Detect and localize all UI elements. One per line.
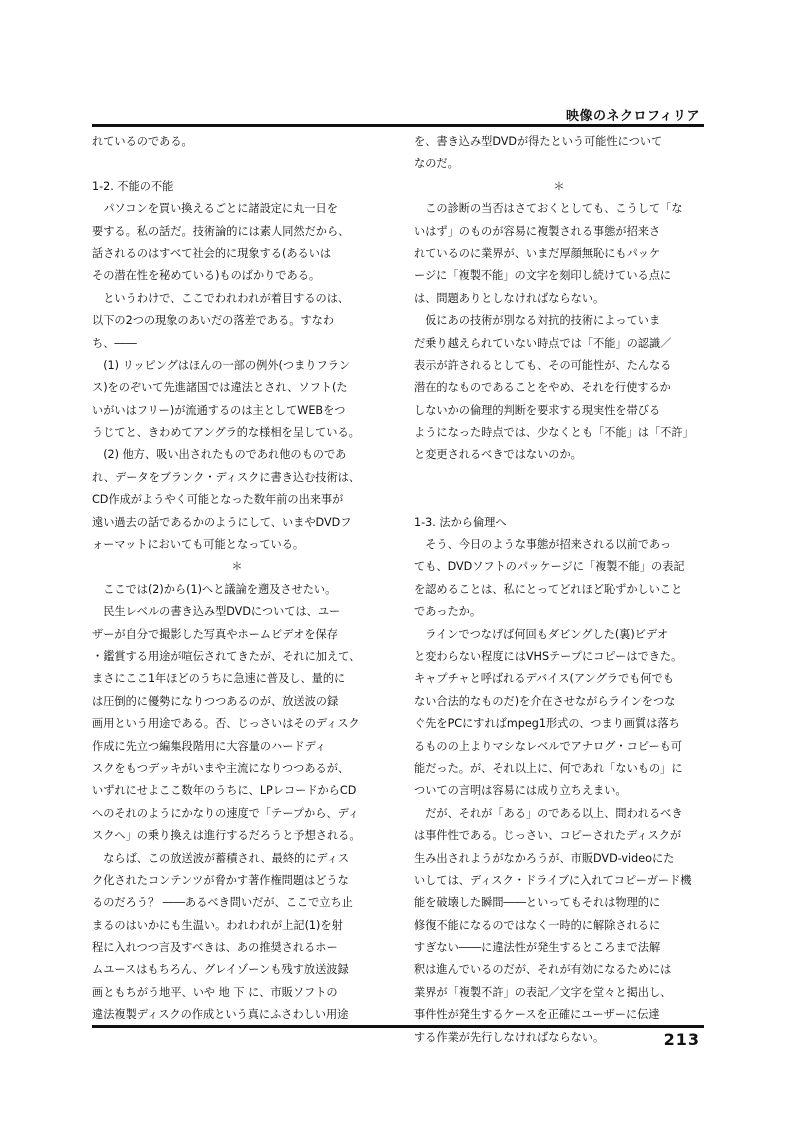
text-line: ついての言明は容易には成り立ちえまい。 [414, 784, 627, 798]
text-line: であったか。 [414, 605, 482, 619]
text-line: そう、今日のような事態が招来される以前であっ [414, 538, 672, 552]
text-line: しないかの倫理的判断を要求する現実性を帯びる [414, 403, 661, 417]
text-line: ス)をのぞいて先進諸国では違法とされ、ソフト(た [92, 381, 348, 395]
footer-rule [92, 1025, 704, 1028]
text-line: 能だった。が、それ以上に、何であれ「ないもの」に [414, 761, 683, 775]
text-line: すぎない――に違法性が発生するところまで法解 [414, 941, 661, 955]
text-line: ようになった時点では、少なくとも「不能」は「不許」 [414, 426, 694, 440]
text-line: 修復不能になるのではなく一時的に解除されるに [414, 918, 661, 932]
text-line: いしては、ディスク・ドライブに入れてコピーガード機 [414, 873, 692, 887]
header-rule [92, 124, 704, 127]
text-line: CD作成がようやく可能となった数年前の出来事が [92, 493, 344, 507]
text-line: パソコンを買い換えるごとに諸設定に丸一日を [92, 202, 338, 216]
text-line: を、書き込み型DVDが得たという可能性について [414, 135, 663, 148]
text-line: ても、DVDソフトのパッケージに「複製不能」の表記 [414, 560, 685, 574]
text-line: いはず」のものが容易に複製される事態が招来さ [414, 224, 661, 238]
text-line: 生み出されようがなかろうが、市販DVD-videoにた [414, 851, 675, 865]
text-line [414, 467, 704, 489]
text-line: 画ともちがう地平、いや 地 下 に、市販ソフトの [92, 985, 338, 999]
text-line: その潜在性を秘めている)ものばかりである。 [92, 269, 321, 283]
text-line: いがいはフリー)が流通するのは主としてWEBをつ [92, 403, 346, 417]
text-line: 違法複製ディスクの作成という真にふさわしい用途 [92, 1008, 349, 1022]
text-line: は圧倒的に優勢になりつつあるのが、放送波の録 [92, 694, 339, 708]
text-line [414, 489, 704, 511]
text-line: 事件性が発生するケースを正確にユーザーに伝達 [414, 1008, 660, 1022]
text-line: 民生レベルの書き込み型DVDについては、ユー [92, 605, 341, 619]
text-line: ならば、この放送波が蓄積され、最終的にディス [92, 851, 350, 865]
text-line: だが、それが「ある」のである以上、問われるべき [414, 806, 683, 820]
text-line: 潜在的なものであることをやめ、それを行使するか [414, 381, 671, 395]
text-line: ＊ [231, 560, 243, 574]
text-line: まさにここ1年ほどのうちに急速に普及し、量的に [92, 672, 346, 686]
text-line: ぐ先をPCにすればmpeg1形式の、つまり画質は落ち [414, 717, 680, 731]
text-line: 以下の2つの現象のあいだの落差である。すなわ [92, 314, 335, 328]
text-line: ラインでつなげば何回もダビングした(裏)ビデオ [414, 627, 669, 641]
text-line: ザーが自分で撮影した写真やホームビデオを保存 [92, 627, 338, 641]
text-line: と変更されるべきではないのか。 [414, 448, 582, 462]
text-line: 仮にあの技術が別なる対抗的技術によっていま [414, 314, 661, 328]
text-line: 作成に先立つ編集段階用に大容量のハードディ [92, 739, 327, 753]
text-line: うじてと、きわめてアングラ的な様相を呈している。 [92, 426, 360, 440]
text-line: なのだ。 [414, 157, 459, 171]
text-line: を認めることは、私にとってどれほど恥ずかしいこと [414, 582, 683, 596]
text-line: 業界が「複製不許」の表記／文字を堂々と掲出し、 [414, 985, 672, 999]
text-line: だ乗り越えられていない時点では「不能」の認識／ [414, 336, 672, 350]
text-line: スクへ」の乗り換えは進行するだろうと予想される。 [92, 829, 361, 843]
text-line: 話されるのはすべて社会的に現象する(あるいは [92, 246, 332, 260]
text-line: ク化されたコンテンツが脅かす著作権問題はどうな [92, 873, 349, 887]
text-line: れているのに業界が、いまだ厚顔無恥にもパッケ [414, 246, 661, 260]
right-text-column [414, 131, 704, 1049]
text-line: 能を破壊した瞬間――といってもそれは物理的に [414, 896, 661, 910]
text-line: と変わらない程度にはVHSテープにコピーはできた。 [414, 649, 683, 663]
text-line [92, 153, 382, 175]
text-line: いずれにせよここ数年のうちに、LPレコードからCD [92, 784, 357, 798]
left-text-column [92, 131, 382, 1027]
running-header-title: 映像のネクロフィリア [566, 109, 700, 124]
text-line: (2) 他方、吸い出されたものであれ他のものであ [92, 448, 347, 462]
text-line: まるのはいかにも生温い。われわれが上記(1)を射 [92, 918, 343, 932]
text-line: ージに「複製不能」の文字を刻印し続けている点に [414, 269, 672, 283]
text-line: るのだろう？ ――あるべき問いだが、ここで立ち止 [92, 896, 353, 910]
text-line: 画用という用途である。否、じっさいはそのディスク [92, 717, 360, 731]
text-line: する作業が先行しなければならない。 [414, 1030, 605, 1044]
text-line: 釈は進んでいるのだが、それが有効になるためには [414, 963, 672, 977]
text-line: ォーマットにおいても可能となっている。 [92, 538, 305, 552]
text-line: るものの上よりマシなレベルでアナログ・コピーも可 [414, 739, 683, 753]
text-line: ここでは(2)から(1)へと議論を遡及させたい。 [92, 582, 337, 596]
text-line: キャプチャと呼ばれるデバイス(アングラでも何でも [414, 672, 674, 686]
text-line: へのそれのようにかなりの速度で「テープから、ディ [92, 806, 360, 820]
text-line: れているのである。 [92, 135, 193, 148]
page-number: 213 [663, 1030, 700, 1049]
text-line: 程に入れつつ言及すべきは、あの推奨されるホー [92, 941, 338, 955]
text-line: 要する。私の話だ。技術論的には素人同然だから、 [92, 224, 350, 238]
text-line: スクをもつデッキがいまや主流になりつつあるが、 [92, 761, 350, 775]
text-line: 1-3. 法から倫理へ [414, 515, 507, 529]
text-line: ・鑑賞する用途が喧伝されてきたが、それに加えて、 [92, 649, 361, 663]
text-line: 1-2. 不能の不能 [92, 179, 174, 193]
text-line: (1) リッピングはほんの一部の例外(つまりフラン [92, 358, 351, 372]
text-line: ＊ [553, 179, 565, 193]
text-line: 表示が許されるとしても、その可能性が、たんなる [414, 358, 672, 372]
text-line: ムユースはもちろん、グレイゾーンも残す放送波録 [92, 963, 349, 977]
text-line: というわけで、ここでわれわれが着目するのは、 [92, 291, 350, 305]
text-line: ち、―― [92, 336, 137, 350]
text-line: れ、データをブランク・ディスクに書き込む技術は、 [92, 470, 361, 484]
text-line: ない合法的なものだ)を介在させながらラインをつな [414, 694, 676, 708]
text-line: この診断の当否はさておくとしても、こうして「な [414, 202, 683, 216]
text-line: は事件性である。じっさい、コピーされたディスクが [414, 829, 682, 843]
text-line: は、問題ありとしなければならない。 [414, 291, 605, 305]
text-line: 遠い過去の話であるかのようにして、いまやDVDフ [92, 515, 352, 529]
